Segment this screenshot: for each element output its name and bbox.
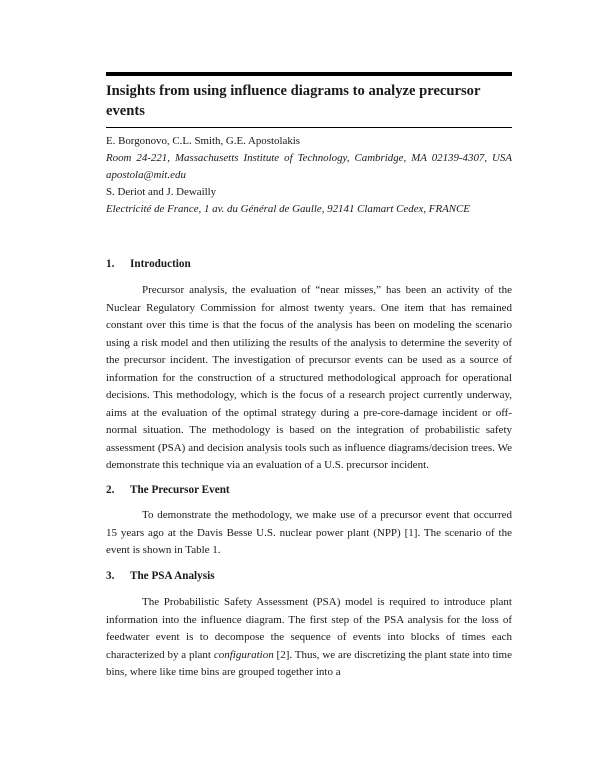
section-heading-introduction bbox=[106, 256, 512, 272]
section-heading-psa-analysis bbox=[106, 568, 512, 584]
psa-text-end: [2]. Thus, we are discretizing the plant state into time bins, where like time bins are grouped together into a bbox=[106, 648, 512, 678]
paper-title: Insights from using influence diagrams to analyze precursor events bbox=[106, 83, 481, 119]
section-number: 2. bbox=[106, 484, 115, 496]
affiliation-1: Room 24-221, Massachusetts Institute of Technology, Cambridge, MA 02139-4307, USA apostola@mit.edu bbox=[106, 152, 512, 181]
affiliation-2: Electricité de France, 1 av. du Général de Gaulle, 92141 Clamart Cedex, FRANCE bbox=[106, 203, 470, 215]
authors-line-1: E. Borgonovo, C.L. Smith, G.E. Apostolakis bbox=[106, 135, 301, 147]
section-number: 3. bbox=[106, 570, 115, 582]
title-bottom-rule bbox=[106, 127, 512, 128]
psa-analysis-paragraph bbox=[106, 594, 512, 682]
introduction-paragraph: Precursor analysis, the evaluation of “near misses,” has been an activity of the Nuclear Regulatory Commission for almost twenty years. One item that has remained constant over this time is that the focus of the analysis has been on modeling the scenario using a risk model and then utilizing the results of the analysis to determine the severity of the precursor incident. The investigation of precursor events can be used as a source of information for the construction of a structured methodological approach for operational decisions. This methodology, which is the focus of a research project currently underway, aims at the evaluation of the optimal strategy during a pre-core-damage incident or off-normal situation. The methodology is based on the integration of probabilistic safety assessment (PSA) and decision analysis tools such as influence diagrams/decision trees. We demonstrate this technique via an evaluation of a U.S. precursor incident. bbox=[106, 284, 512, 471]
precursor-event-paragraph: To demonstrate the methodology, we make use of a precursor event that occurred 15 years ago at the Davis Besse U.S. nuclear power plant (NPP) [1]. The scenario of the event is shown in Table 1. bbox=[106, 509, 512, 556]
section-title: The PSA Analysis bbox=[130, 570, 215, 582]
psa-text-start: The Probabilistic Safety Assessment (PSA) model is required to introduce plant information into the influence diagram. The first step of the PSA analysis for the loss of feedwater event is to decompose the sequence of events into blocks of times each characterized by a plant bbox=[106, 596, 512, 661]
psa-text-emphasis: configuration bbox=[213, 648, 274, 661]
section-heading-precursor-event bbox=[106, 482, 512, 498]
section-number: 1. bbox=[106, 258, 115, 270]
section-title: The Precursor Event bbox=[130, 484, 230, 496]
section-title: Introduction bbox=[130, 258, 191, 270]
author-block bbox=[106, 133, 512, 218]
title-top-rule bbox=[106, 72, 512, 76]
authors-line-2: S. Deriot and J. Dewailly bbox=[106, 186, 217, 198]
